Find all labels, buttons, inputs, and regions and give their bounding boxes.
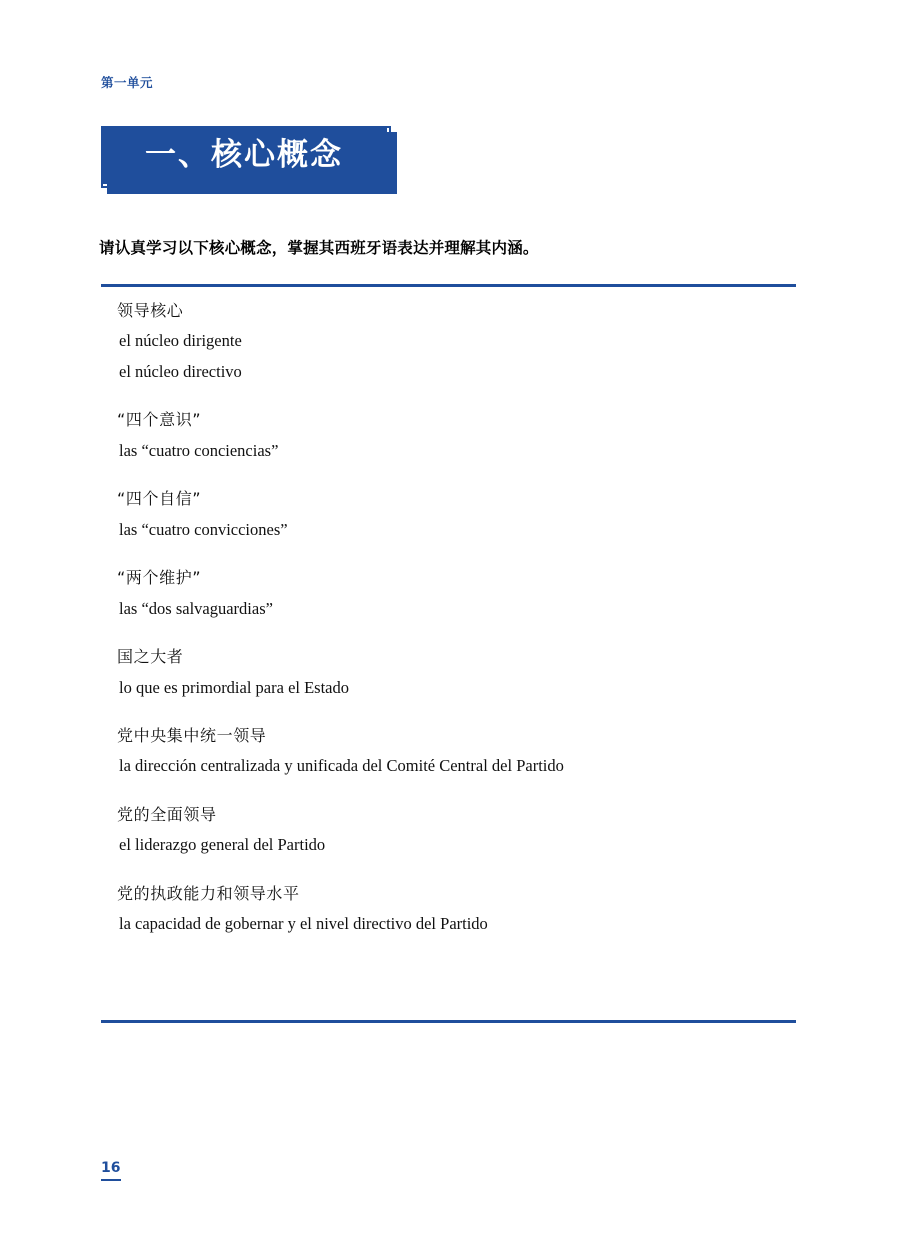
term-chinese: 国之大者 <box>117 647 184 667</box>
term-spanish: el liderazgo general del Partido <box>119 835 326 855</box>
term-chinese: 党中央集中统一领导 <box>117 726 267 746</box>
term-chinese: “四个意识” <box>117 410 202 430</box>
list-top-rule <box>101 284 796 287</box>
term-spanish: las “cuatro convicciones” <box>119 519 288 539</box>
running-head: 第一单元 <box>101 75 154 90</box>
term-spanish: las “dos salvaguardias” <box>119 598 273 618</box>
list-item <box>101 642 796 703</box>
list-item <box>101 563 796 624</box>
term-spanish: lo que es primordial para el Estado <box>119 677 350 697</box>
list-item <box>101 879 796 940</box>
section-title-text: 一、核心概念 <box>145 136 343 173</box>
list-item <box>101 405 796 466</box>
list-item <box>101 800 796 861</box>
term-spanish: la capacidad de gobernar y el nivel directivo del Partido <box>119 914 488 934</box>
page-number-rule <box>101 1179 121 1181</box>
term-chinese: “两个维护” <box>117 568 202 588</box>
term-spanish: el núcleo directivo <box>119 361 242 381</box>
term-chinese: “四个自信” <box>117 489 202 509</box>
term-list <box>101 296 796 958</box>
section-title-fill <box>101 126 387 184</box>
term-spanish: las “cuatro conciencias” <box>119 440 279 460</box>
list-item <box>101 484 796 545</box>
instruction-text: 请认真学习以下核心概念，掌握其西班牙语表达并理解其内涵。 <box>99 239 539 257</box>
list-item <box>101 296 796 387</box>
page-number-block <box>101 1160 127 1181</box>
term-spanish: la dirección centralizada y unificada del Comité Central del Partido <box>119 756 564 776</box>
term-spanish: el núcleo dirigente <box>119 331 242 351</box>
term-chinese: 党的全面领导 <box>117 804 217 824</box>
list-item <box>101 721 796 782</box>
list-bottom-rule <box>101 1020 796 1023</box>
page-number: 16 <box>101 1160 121 1176</box>
section-title-block <box>101 126 397 194</box>
term-chinese: 党的执政能力和领导水平 <box>117 883 300 903</box>
term-chinese: 领导核心 <box>117 301 184 320</box>
